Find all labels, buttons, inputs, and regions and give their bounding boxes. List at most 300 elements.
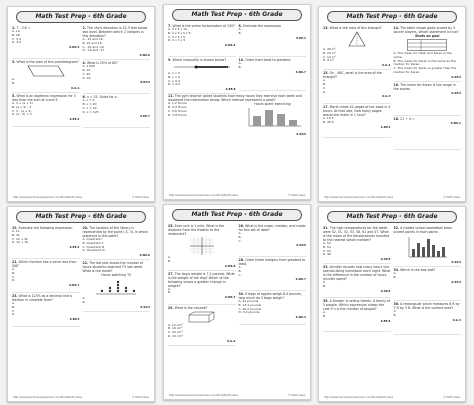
- option: B. 13.4 pounds: [238, 302, 262, 307]
- option: B. 3-4 Hours: [168, 104, 187, 109]
- worksheet-page-3: [318, 6, 466, 202]
- question: [12, 59, 80, 93]
- question-number: 34.: [393, 268, 400, 272]
- worksheet-page-6: [318, 206, 466, 402]
- question-text: If bags of apples weigh 8.4 pounds, how much do 5 bags weigh?: [238, 292, 302, 300]
- question-number: 26.: [238, 224, 245, 228]
- question-number: 35.: [323, 299, 329, 304]
- question-number: 32.: [393, 226, 400, 230]
- worksheet-page-4: [7, 206, 155, 402]
- option: D. x ≥ 5: [168, 82, 181, 87]
- standard-code: 6.NS.1: [450, 120, 461, 125]
- question: [239, 291, 307, 325]
- option: D.: [12, 312, 16, 317]
- question: [323, 264, 391, 298]
- option: C.: [12, 274, 16, 279]
- question: [168, 223, 236, 271]
- page-banner: Math Test Prep - 6th Grade: [327, 211, 457, 223]
- option: D. x = 125: [82, 109, 99, 114]
- option: B.: [12, 80, 16, 85]
- question: [394, 116, 462, 150]
- option: A.: [323, 78, 326, 83]
- question: [323, 104, 391, 138]
- option: D. -16 and -17: [82, 48, 105, 53]
- left-column: [323, 225, 391, 335]
- option: B.: [168, 258, 172, 263]
- right-column: [239, 23, 307, 94]
- question-text: The table shows goals scored by 5 soccer players. Which statement is true?: [393, 26, 459, 34]
- question-number: 14.: [393, 26, 400, 30]
- standard-code: 6.NS.4: [225, 43, 236, 48]
- page-banner: Math Test Prep - 6th Grade: [172, 9, 302, 21]
- question: [168, 57, 236, 94]
- standard-code: 6.SP.5: [296, 243, 306, 248]
- question-number: 10.: [238, 58, 245, 62]
- question-number: 2.: [82, 26, 86, 30]
- bar: [422, 247, 425, 257]
- question-number: 6.: [82, 95, 86, 100]
- question: [323, 225, 391, 264]
- option: A. 10.5: [323, 116, 334, 121]
- option: C. 40: [82, 71, 91, 76]
- question-text: Which fraction has a value less than 5/8?: [12, 260, 77, 268]
- option: A. x < 5: [168, 71, 181, 75]
- question: [323, 25, 391, 70]
- question-11-block: [164, 94, 310, 136]
- option: C.: [238, 238, 242, 243]
- option: A.: [168, 286, 171, 291]
- question-number: 27.: [168, 271, 174, 276]
- option: A.: [238, 265, 242, 269]
- question-number: 31.: [323, 226, 329, 230]
- page-footer: [169, 194, 305, 197]
- footer-url: http://www.teacherspayteachers.com/Store/Math-Ideas: [169, 194, 238, 197]
- option: A. 12 cm³: [168, 322, 183, 327]
- question: [83, 60, 151, 94]
- standard-code: 6.RP.3: [140, 80, 150, 85]
- footer-url: http://www.teacherspayteachers.com/Store/Math-Ideas: [13, 396, 82, 399]
- option: A.: [168, 255, 171, 259]
- standard-code: 6.EE.2: [69, 245, 80, 250]
- question-number: 22.: [82, 261, 89, 266]
- option: C. 5-6 Hours: [168, 108, 187, 113]
- option: C. 12 + 3k: [12, 236, 28, 241]
- option: A. The mean for Heidi and Karen is the same.: [393, 51, 452, 59]
- option: A. 11: [12, 229, 20, 233]
- page-footer: [324, 396, 460, 399]
- option: B. 28: [12, 32, 20, 37]
- option: B.: [323, 283, 327, 288]
- footer-credit: © Math Ideas: [442, 196, 460, 199]
- question-number: 5.: [12, 94, 16, 98]
- question-text: The gym teacher asked students how many hours they exercise each week and displayed the information below. Which interval represents a peak?: [168, 94, 302, 103]
- question-number: 8.: [238, 24, 242, 28]
- question: [239, 257, 307, 291]
- triangle-figure: [347, 31, 367, 47]
- points-bar-chart: [405, 235, 449, 259]
- page-footer: [169, 394, 305, 397]
- question: [323, 70, 391, 104]
- standard-code: 6.G.1: [382, 63, 391, 68]
- coordinate-grid-figure: [190, 237, 214, 255]
- option: B.: [238, 268, 242, 273]
- question-text: Marie made 42 pages of her book in 4 hours. At that rate, how many pages would she make in 1 hour?: [323, 105, 391, 118]
- question-number: 17.: [323, 105, 329, 110]
- option: D. 32 cm³: [168, 333, 183, 338]
- dot-plot-figure: [94, 278, 138, 296]
- bar: [412, 249, 415, 257]
- option: B. 2 x 3 x 5 x 5: [168, 30, 191, 35]
- exercise-bar-chart: [243, 106, 303, 128]
- worksheet-page-2: [163, 4, 311, 200]
- page-banner: Math Test Prep - 6th Grade: [16, 211, 146, 223]
- option: A.: [323, 310, 326, 315]
- option: B. x = 20: [82, 101, 97, 106]
- option: C. -15 and -16: [82, 44, 104, 49]
- option: A. 52: [323, 241, 331, 245]
- question: [239, 23, 307, 57]
- option: B.: [323, 81, 327, 86]
- question: [12, 225, 80, 259]
- option: B.: [393, 312, 397, 317]
- standard-code: 6.NS.7: [225, 295, 236, 300]
- goals-table: [407, 39, 447, 51]
- option: A.: [82, 296, 86, 301]
- question-text: The dot plot shows the number of hours students watched TV last week. What is the mode?: [82, 261, 144, 274]
- question: [394, 82, 462, 116]
- footer-url: http://www.teacherspayteachers.com/Store/Math-Ideas: [169, 394, 238, 397]
- standard-code: 6.NS.8: [225, 263, 236, 268]
- standard-code: 6.G.3: [382, 94, 391, 99]
- option: B. 24 in²: [323, 50, 336, 55]
- standard-code: 6.NS.6: [139, 253, 150, 258]
- question: [239, 57, 307, 91]
- option: C. 55: [323, 248, 331, 253]
- standard-code: 6.EE.7: [140, 114, 150, 119]
- page-footer: [324, 196, 460, 199]
- footer-credit: © Math Ideas: [287, 194, 305, 197]
- option: C. x ≤ 5: [168, 78, 181, 83]
- right-column: [83, 25, 151, 128]
- footer-url: http://www.teacherspayteachers.com/Store/Math-Ideas: [324, 196, 393, 199]
- question-text: The city's elevation is 15.3 feet below sea level. Between which 2 integers is this elevation?: [82, 26, 148, 38]
- question: [83, 94, 151, 128]
- option: C. 40.2 pounds: [238, 306, 262, 311]
- question-text: What is an algebraic expression for 3 less than the sum of a and 5.: [12, 94, 76, 102]
- question-number: 3.: [12, 60, 16, 64]
- question-number: 30.: [238, 292, 245, 296]
- question: [83, 25, 151, 60]
- question-number: 9.: [168, 58, 172, 62]
- standard-code: 6.NS.7: [295, 277, 306, 282]
- question: [239, 223, 307, 257]
- bar: [437, 251, 440, 257]
- worksheet-page-1: [7, 6, 155, 202]
- standard-code: 6.SP.3: [451, 74, 461, 79]
- option: C. The mean for Karen is greater than the median for Karen.: [393, 66, 457, 74]
- bar: [432, 245, 435, 257]
- question-text: A middle school basketball team scored points in each game.: [393, 226, 453, 234]
- option: B.: [393, 274, 397, 279]
- option: B. 40.5: [323, 119, 334, 124]
- standard-code: 6.NS.7: [295, 69, 306, 74]
- question: [168, 23, 236, 57]
- option: D. (a - 5) + 3: [12, 112, 32, 117]
- option: C. 3.4: [12, 36, 21, 41]
- standard-code: 6.SP.5: [380, 257, 391, 262]
- standard-code: 6.RP.3: [380, 124, 391, 129]
- option: A. 3 + (a + 5): [12, 101, 33, 105]
- option: C. 3 - (a + 5): [12, 108, 32, 113]
- option: B. 16 cm³: [168, 326, 183, 331]
- page-banner: Math Test Prep - 6th Grade: [327, 11, 457, 23]
- left-column: [168, 223, 236, 346]
- option: A. x = 5: [82, 98, 95, 103]
- option: D. 20: [82, 75, 91, 80]
- question-number: 7.: [168, 24, 172, 28]
- footer-credit: © Math Ideas: [131, 196, 149, 199]
- option: C. 3 x 5 x 5: [168, 34, 186, 39]
- option: B. 15 and 16: [82, 40, 102, 45]
- option: B.: [82, 299, 86, 304]
- option: C. 14 in²: [323, 54, 336, 59]
- chart-title: Hours watching TV: [101, 273, 132, 278]
- standard-code: 6.EE.2: [69, 117, 80, 122]
- question-number: 28.: [238, 258, 245, 262]
- question-number: 18.: [393, 116, 400, 121]
- footer-url: http://www.teacherspayteachers.com/Store/Math-Ideas: [13, 196, 82, 199]
- footer-credit: © Math Ideas: [442, 396, 460, 399]
- bar: [277, 114, 285, 126]
- option: B.: [12, 304, 16, 309]
- option: B.: [168, 290, 172, 295]
- question: [12, 293, 80, 327]
- option: A. Quadrant I: [82, 237, 103, 241]
- question-text: What is the area of this parallelogram?: [16, 60, 79, 64]
- question-number: 29.: [168, 305, 174, 310]
- standard-code: 6.SP.4: [140, 304, 150, 309]
- option: B.: [12, 270, 16, 275]
- question: [12, 25, 80, 59]
- right-column: [83, 225, 151, 327]
- option: C.: [238, 272, 242, 277]
- footer-credit: © Math Ideas: [287, 394, 305, 397]
- option: D. 12 + 3b: [12, 240, 29, 245]
- right-column: [394, 225, 462, 335]
- option: A. 1,500: [82, 64, 95, 69]
- option: A.: [323, 280, 326, 285]
- question-number: 16.: [393, 82, 400, 87]
- bar: [289, 120, 297, 126]
- question-text: What is 123% as a decimal and a fraction in simplest form?: [12, 294, 72, 302]
- question-text: Evaluate the following expression: [18, 226, 73, 230]
- left-column: [323, 25, 391, 150]
- option: A.: [12, 301, 15, 305]
- standard-code: 6.G.4: [452, 317, 461, 322]
- option: D.: [323, 89, 327, 94]
- standard-code: 6.NS.3: [69, 45, 80, 50]
- prism-figure: [187, 311, 217, 323]
- option: B. 15: [82, 67, 91, 72]
- question-number: 23.: [12, 294, 18, 298]
- option: B.: [238, 30, 242, 35]
- standard-code: 6.SP.5: [380, 288, 391, 293]
- question-text: The dog's weight is 7.2 pounds. What is the weight of the dog? Which of the following shows a greater change in weight?: [168, 271, 235, 288]
- standard-code: 6.SP.3: [451, 90, 461, 95]
- option: C.: [12, 308, 16, 313]
- question: [394, 267, 462, 301]
- question-text: The mean for Karen is the range in the scores.: [393, 82, 456, 91]
- option: B.: [238, 64, 242, 69]
- question-text: Order from least to greatest:: [245, 58, 291, 62]
- option: A. 10: [12, 29, 20, 33]
- bar: [442, 247, 445, 257]
- question: [394, 225, 462, 267]
- option: A.: [238, 61, 242, 65]
- option: D. Quadrant IV: [82, 248, 105, 253]
- question: [394, 301, 462, 335]
- option: D. 4.4: [12, 40, 21, 45]
- left-column: [12, 225, 80, 327]
- option: A.: [12, 77, 15, 81]
- question-text: A theater is selling tickets. A family of 5 people. Which expression shows the cost if n is the number of people?: [323, 299, 391, 312]
- option: B. The mean for Karen is the same as the median for Karen.: [393, 58, 456, 67]
- option: A.: [12, 267, 15, 271]
- bar: [417, 243, 420, 257]
- right-column: [239, 223, 307, 346]
- question: [394, 25, 462, 82]
- option: C. Quadrant III: [82, 244, 105, 249]
- standard-code: 6.NS.3: [295, 315, 306, 320]
- question-text: Which is the box plot?: [400, 268, 436, 272]
- option: B. 54: [323, 244, 331, 249]
- question-number: 20.: [82, 226, 89, 230]
- worksheet-page-5: [163, 204, 311, 400]
- standard-code: 6.EE.8: [225, 87, 236, 92]
- question-text: What is the prime factorization of 150?: [172, 24, 235, 28]
- option: A.: [238, 231, 242, 235]
- option: A. 42 pounds: [238, 299, 259, 303]
- option: B. Quadrant II: [82, 240, 104, 245]
- question-text: The high temperatures for the week were 52, 51, 52, 53, 58, 61 and 57. What is the mean of the temperatures rounded to the nearest whole number?: [323, 226, 390, 242]
- question: [12, 93, 80, 127]
- question-text: 21 ÷ 4 =: [400, 116, 415, 121]
- table-header: Shots on goal: [414, 34, 440, 38]
- question-text: Order these integers from greatest to least.: [238, 258, 306, 266]
- standard-code: 6.G.2: [227, 338, 236, 343]
- question-text: Evaluate the expression: [242, 24, 282, 28]
- question-text: 7 - 3.6 =: [16, 26, 31, 30]
- question-number: 25.: [168, 224, 174, 228]
- question-text: What is 25% of 60?: [86, 61, 118, 66]
- question-text: Jennifer records how many hours she spends doing homework each night. What is the difference in the number of hours Jennifer spent?: [323, 265, 391, 282]
- standard-code: 6.G.1: [71, 85, 80, 90]
- question-number: 13.: [323, 26, 329, 30]
- option: D.: [12, 278, 16, 283]
- question-text: Each unit is 1 mile. What is the distance from the theater to the restaurant?: [168, 224, 225, 236]
- footer-credit: © Math Ideas: [131, 396, 149, 399]
- parallelogram-figure: [26, 65, 66, 77]
- question-number: 21.: [12, 260, 18, 264]
- question-number: 19.: [12, 226, 18, 230]
- question-number: 36.: [393, 302, 400, 306]
- option: B.: [323, 313, 327, 318]
- page-footer: [13, 396, 149, 399]
- page-banner: Math Test Prep - 6th Grade: [16, 11, 146, 23]
- option: A. 1-2 Hours: [168, 101, 187, 106]
- question-text: The location of the library is represented by the point (-5, 3). In which quadrant is this point?: [82, 226, 149, 238]
- standard-code: 6.SP.5: [296, 132, 306, 137]
- standard-code: 6.EE.1: [296, 35, 306, 40]
- question-number: 33.: [323, 265, 329, 270]
- bar: [265, 110, 273, 126]
- standard-code: 6.SP.4: [451, 260, 461, 264]
- standard-code: 6.SP.4: [451, 279, 461, 284]
- option: A. -15 and 16: [82, 37, 103, 41]
- right-column: [394, 25, 462, 150]
- question: [83, 260, 151, 312]
- option: B. (a + 5) - 3: [12, 104, 32, 109]
- option: B.: [238, 234, 242, 239]
- question-number: 11.: [168, 94, 174, 99]
- page-footer: [13, 196, 149, 199]
- bar: [253, 116, 261, 126]
- option: D. 4.2 pounds: [238, 310, 260, 315]
- option: A. 3 x 5 x 10: [168, 27, 187, 31]
- option: A.: [238, 27, 242, 31]
- question-text: What is the volume?: [174, 305, 208, 310]
- question-text: x = 25. Solve for x.: [86, 95, 118, 100]
- question-text: What is the area of this triangle?: [329, 26, 382, 30]
- page-banner: Math Test Prep - 6th Grade: [172, 209, 302, 221]
- standard-code: 6.EE.6: [380, 318, 391, 323]
- standard-code: 6.RP.3: [69, 317, 80, 322]
- question-text: A rectangular prism measures 8 ft by 7 ft by 3 ft. What is the surface area?: [393, 302, 460, 310]
- option: D. 7-8 Hours: [168, 112, 187, 117]
- question: [168, 271, 236, 305]
- question-text: On , ABC, what is the area of the triangle?: [323, 71, 382, 80]
- option: D. 56: [323, 252, 332, 257]
- option: A.: [393, 271, 397, 275]
- left-column: [12, 25, 80, 128]
- option: A. 48 in²: [323, 47, 336, 51]
- chart-title: Hours spent exercising: [254, 102, 291, 107]
- option: D. 2 x 3 x 5: [168, 38, 186, 43]
- question-number: 15.: [323, 71, 329, 76]
- standard-code: 6.NS.7: [69, 283, 80, 288]
- question-number: 4.: [82, 61, 86, 66]
- question: [12, 259, 80, 293]
- number-line-figure: [172, 63, 232, 71]
- option: C. x = 30: [82, 105, 97, 110]
- option: C.: [323, 85, 327, 90]
- question-number: 1.: [12, 26, 16, 30]
- question-text: What is the mean, median, and mode for this set of data?: [238, 224, 306, 232]
- option: C. 24 cm³: [168, 330, 183, 335]
- bar: [427, 239, 430, 257]
- question: [323, 298, 391, 332]
- standard-code: 6.NS.6: [139, 53, 150, 58]
- question: [168, 305, 236, 346]
- footer-url: http://www.teacherspayteachers.com/Store/Math-Ideas: [324, 396, 393, 399]
- option: B. 31: [12, 232, 20, 237]
- option: A.: [393, 309, 397, 313]
- option: B. x > 5: [168, 74, 181, 79]
- question-text: Which inequality is shown below?: [172, 58, 227, 62]
- option: D. 8 in²: [323, 58, 335, 63]
- question: [83, 225, 151, 260]
- left-column: [168, 23, 236, 94]
